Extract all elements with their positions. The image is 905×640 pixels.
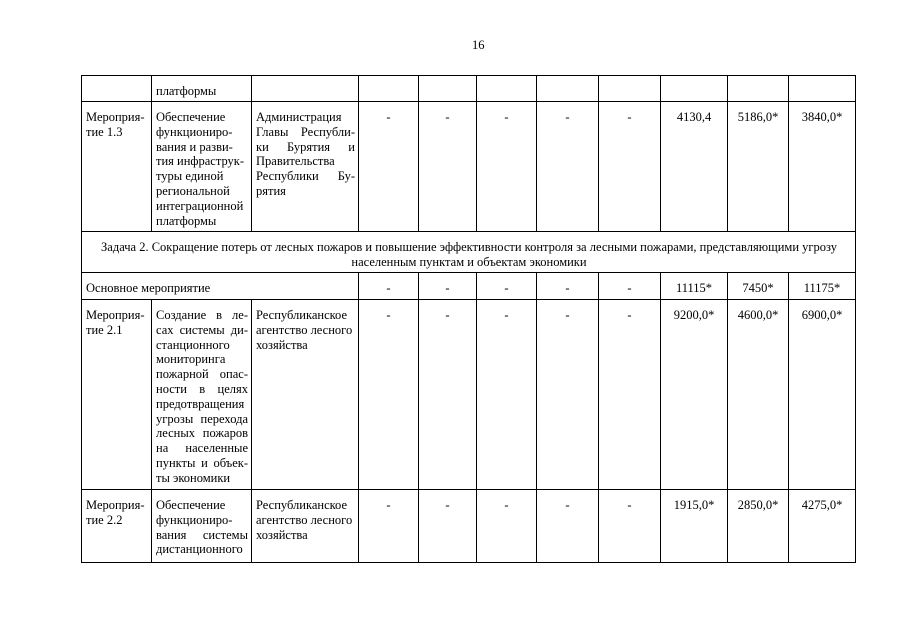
description-line: региональной: [156, 183, 230, 198]
value-cell: 11175*: [789, 273, 856, 300]
value-cell: -: [537, 102, 599, 232]
responsible-cell: [252, 490, 359, 563]
value-cell: 1915,0*: [661, 490, 728, 563]
description-line: сах системы ди-: [156, 322, 248, 337]
value-cell: -: [537, 273, 599, 300]
value-cell: -: [359, 300, 419, 490]
responsible-line: рятия: [256, 183, 286, 198]
value-cell: -: [359, 273, 419, 300]
value-cell: [477, 76, 537, 102]
event-label-line: Мероприя-: [86, 110, 145, 124]
value-cell: [728, 76, 789, 102]
event-label-line: тие 1.3: [86, 124, 123, 139]
value-cell: 5186,0*: [728, 102, 789, 232]
value-cell: [661, 76, 728, 102]
responsible-line: агентство лесного: [256, 322, 353, 337]
value-cell: 11115*: [661, 273, 728, 300]
description-line: ты экономики: [156, 470, 231, 485]
description-line: на населенные: [156, 441, 248, 456]
value-cell: 2850,0*: [728, 490, 789, 563]
description-line: вания и разви-: [156, 139, 233, 154]
description-line: станционного: [156, 337, 230, 352]
description-line: дистанционного: [156, 542, 243, 557]
responsible-cell: [252, 300, 359, 490]
value-cell: -: [477, 490, 537, 563]
description-line: вания системы: [156, 527, 248, 542]
value-cell: -: [419, 490, 477, 563]
table-row-event-2-1: [82, 300, 856, 490]
description-line: интеграционной: [156, 198, 244, 213]
responsible-line: Республиканское: [256, 308, 348, 322]
value-cell: [789, 76, 856, 102]
value-cell: [599, 76, 661, 102]
value-cell: -: [477, 300, 537, 490]
value-cell: [359, 76, 419, 102]
event-label-line: Мероприя-: [86, 308, 145, 322]
event-description-cell: [152, 490, 252, 563]
description-line: туры единой: [156, 169, 224, 184]
table-row-event-1-3: [82, 102, 856, 232]
value-cell: 9200,0*: [661, 300, 728, 490]
event-description-cell: [152, 102, 252, 232]
event-label-cell: [82, 102, 152, 232]
value-cell: -: [359, 102, 419, 232]
description-line: Обеспечение: [156, 498, 226, 512]
value-cell: 4600,0*: [728, 300, 789, 490]
event-label-line: тие 2.2: [86, 512, 123, 527]
main-event-label: Основное мероприятие: [82, 273, 359, 300]
value-cell: 6900,0*: [789, 300, 856, 490]
description-line: Обеспечение: [156, 110, 226, 124]
value-cell: [419, 76, 477, 102]
value-cell: 4130,4: [661, 102, 728, 232]
value-cell: -: [599, 300, 661, 490]
value-cell: -: [537, 490, 599, 563]
description-line: Создание в ле-: [156, 308, 248, 322]
event-label-line: Мероприя-: [86, 498, 145, 512]
description-line: тия инфраструк-: [156, 154, 245, 169]
event-description-cell: [152, 76, 252, 102]
description-line: пожарной опас-: [156, 367, 248, 382]
responsible-line: хозяйства: [256, 337, 308, 352]
value-cell: -: [537, 300, 599, 490]
responsible-line: Республики Бу-: [256, 169, 355, 184]
page-number: 16: [472, 38, 485, 52]
task-heading-cell: [82, 232, 856, 273]
responsible-line: Администрация: [256, 110, 342, 124]
value-cell: 7450*: [728, 273, 789, 300]
description-line: функциониро-: [156, 124, 233, 139]
responsible-cell: [252, 76, 359, 102]
event-description-cell: [152, 300, 252, 490]
table-row-event-2-2: [82, 490, 856, 563]
description-line: предотвращения: [156, 396, 245, 411]
task-heading-line: Задача 2. Сокращение потерь от лесных пожаров и повышение эффективности контроля за лесными пожарами, представляющими угрозу: [101, 240, 837, 254]
description-line: платформы: [156, 84, 217, 98]
value-cell: -: [477, 273, 537, 300]
value-cell: 3840,0*: [789, 102, 856, 232]
description-line: платформы: [156, 213, 217, 228]
responsible-line: агентство лесного: [256, 512, 353, 527]
value-cell: 4275,0*: [789, 490, 856, 563]
event-label-cell: [82, 300, 152, 490]
value-cell: -: [599, 490, 661, 563]
table-row-main-event: [82, 273, 856, 300]
event-label-cell: [82, 76, 152, 102]
event-label-line: тие 2.1: [86, 322, 123, 337]
description-line: функциониро-: [156, 512, 233, 527]
table-row-task-2: [82, 232, 856, 273]
responsible-line: ки Бурятия и: [256, 139, 355, 154]
description-line: ности в целях: [156, 381, 248, 396]
value-cell: -: [419, 102, 477, 232]
value-cell: -: [477, 102, 537, 232]
value-cell: -: [599, 273, 661, 300]
value-cell: [537, 76, 599, 102]
responsible-line: Правительства: [256, 154, 335, 169]
responsible-cell: [252, 102, 359, 232]
responsible-line: Главы Республи-: [256, 124, 355, 139]
description-line: мониторинга: [156, 352, 226, 367]
value-cell: -: [599, 102, 661, 232]
value-cell: -: [419, 273, 477, 300]
program-table: [81, 75, 856, 563]
description-line: лесных пожаров: [156, 426, 248, 441]
value-cell: -: [359, 490, 419, 563]
value-cell: -: [419, 300, 477, 490]
event-label-cell: [82, 490, 152, 563]
responsible-line: Республиканское: [256, 498, 348, 512]
table-row-continuation: [82, 76, 856, 102]
description-line: пункты и объек-: [156, 455, 248, 470]
description-line: угрозы перехода: [156, 411, 248, 426]
task-heading-line: населенным пунктам и объектам экономики: [351, 254, 587, 269]
responsible-line: хозяйства: [256, 527, 308, 542]
